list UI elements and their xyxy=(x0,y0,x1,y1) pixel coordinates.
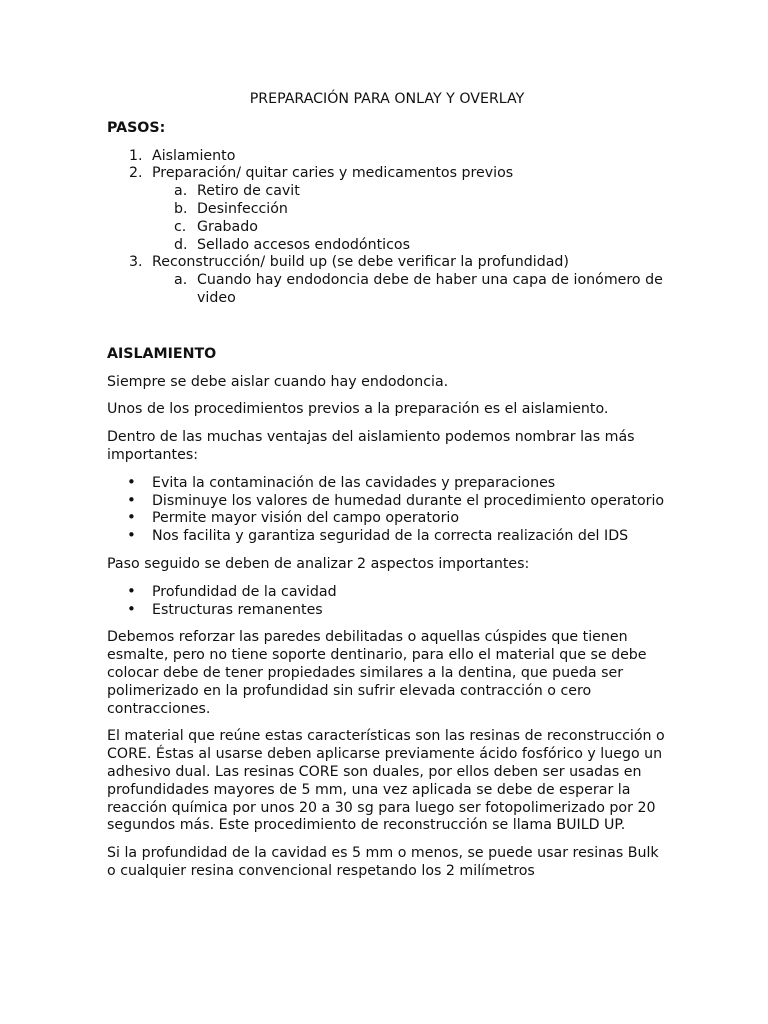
substep-letter: a. xyxy=(174,183,188,200)
substep-letter: c. xyxy=(174,218,187,235)
substep-text: Retiro de cavit xyxy=(197,183,300,200)
substep-letter: b. xyxy=(174,200,188,217)
substep-text: Desinfección xyxy=(197,200,288,217)
bullet-text: Nos facilita y garantiza seguridad de la correcta realización del IDS xyxy=(152,528,629,545)
step-text: Aislamiento xyxy=(152,147,236,164)
bullet-icon: • xyxy=(127,526,136,545)
paragraph: Unos de los procedimientos previos a la preparación es el aislamiento. xyxy=(107,401,609,418)
bullet-text: Profundidad de la cavidad xyxy=(152,583,337,600)
bullet-icon: • xyxy=(127,599,136,618)
step-item xyxy=(107,165,667,183)
paragraph: Si la profundidad de la cavidad es 5 mm o menos, se puede usar resinas Bulk o cualquier resina convencional respetando los 2 milímetros xyxy=(107,845,659,879)
bullet-icon: • xyxy=(127,472,136,491)
bullet-item xyxy=(107,599,667,620)
paragraph: El material que reúne estas características son las resinas de reconstrucción o CORE. Éstas al usarse deben aplicarse previamente ácido fosfórico y luego un adhesivo dual. Las resinas CORE son duales, por ellos deben ser usadas en profundidades mayores de 5 mm, una vez aplicada se debe de esperar la reacción química por unos 20 a 30 sg para luego ser fotopolimerizado por 20 segundos más. Este procedimiento de reconstrucción se llama BUILD UP. xyxy=(107,728,665,834)
bullet-text: Evita la contaminación de las cavidades y preparaciones xyxy=(152,474,556,491)
bullet-item xyxy=(107,472,667,493)
step-item xyxy=(107,254,667,272)
bullet-text: Disminuye los valores de humedad durante el procedimiento operatorio xyxy=(152,492,665,509)
step-item xyxy=(107,148,667,166)
bullet-item xyxy=(107,490,667,511)
substeps-list xyxy=(107,183,667,254)
step-number: 3. xyxy=(129,254,143,271)
paragraph: Siempre se debe aislar cuando hay endodoncia. xyxy=(107,373,449,390)
pasos-heading: PASOS: xyxy=(107,119,166,136)
substep-text: Cuando hay endodoncia debe de haber una capa de ionómero de video xyxy=(197,272,663,306)
paragraph: Paso seguido se deben de analizar 2 aspectos importantes: xyxy=(107,555,530,572)
step-number: 2. xyxy=(129,165,143,182)
aislamiento-heading: AISLAMIENTO xyxy=(107,345,217,362)
spacer xyxy=(107,308,667,346)
steps-list xyxy=(107,254,667,272)
substep-item xyxy=(107,272,667,308)
steps-list xyxy=(107,148,667,184)
step-text: Preparación/ quitar caries y medicamentos previos xyxy=(152,165,514,182)
substep-item xyxy=(107,219,667,237)
step-text: Reconstrucción/ build up (se debe verificar la profundidad) xyxy=(152,254,569,271)
bullet-icon: • xyxy=(127,490,136,509)
substeps-list xyxy=(107,272,667,308)
document-body xyxy=(107,91,667,891)
step-number: 1. xyxy=(129,147,143,164)
aspectos-list xyxy=(107,581,667,620)
substep-text: Grabado xyxy=(197,218,258,235)
document-title: PREPARACIÓN PARA ONLAY Y OVERLAY xyxy=(249,91,525,107)
bullet-text: Estructuras remanentes xyxy=(152,601,323,618)
bullet-icon: • xyxy=(127,581,136,600)
substep-text: Sellado accesos endodónticos xyxy=(197,236,410,253)
ventajas-list xyxy=(107,472,667,546)
paragraph: Debemos reforzar las paredes debilitadas o aquellas cúspides que tienen esmalte, pero no tiene soporte dentinario, para ello el material que se debe colocar debe de tener propiedades similares a la dentina, que pueda ser polimerizado en la profundidad sin sufrir elevada contracción o cero contracciones. xyxy=(107,629,647,717)
bullet-item xyxy=(107,581,667,602)
substep-item xyxy=(107,201,667,219)
substep-letter: a. xyxy=(174,272,188,289)
substep-item xyxy=(107,237,667,255)
bullet-icon: • xyxy=(127,508,136,527)
substep-item xyxy=(107,183,667,201)
bullet-text: Permite mayor visión del campo operatorio xyxy=(152,510,460,527)
bullet-item xyxy=(107,510,667,528)
bullet-item xyxy=(107,528,667,546)
substep-letter: d. xyxy=(174,236,188,253)
paragraph: Dentro de las muchas ventajas del aislamiento podemos nombrar las más importantes: xyxy=(107,429,635,463)
